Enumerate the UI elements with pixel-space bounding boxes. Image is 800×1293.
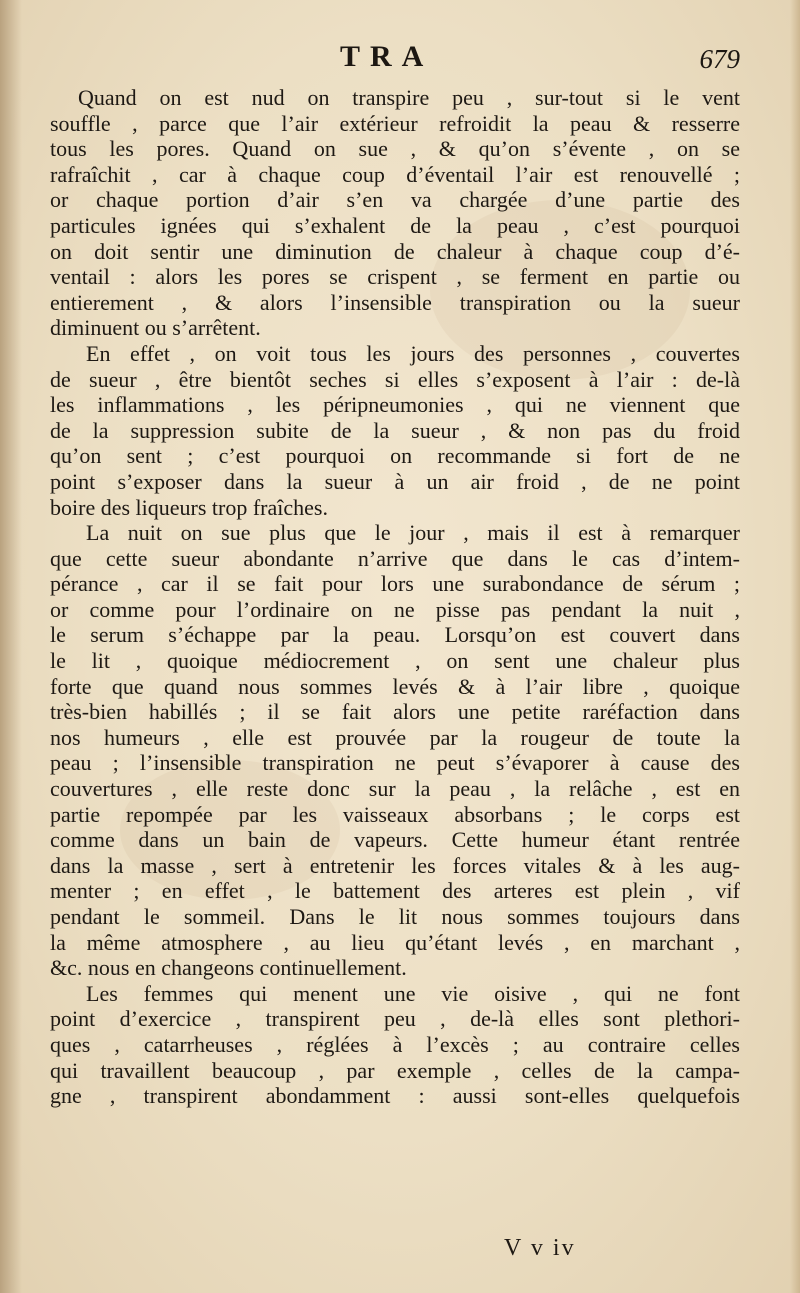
text-line: que cette sueur abondante n’arrive que dans le cas d’intem- xyxy=(50,545,740,571)
text-line: nos humeurs , elle est prouvée par la rougeur de toute la xyxy=(50,724,740,750)
text-line: rafraîchit , car à chaque coup d’éventail l’air est renouvellé ; xyxy=(50,161,740,187)
page-edge xyxy=(790,0,800,1293)
text-line: dans la masse , sert à entretenir les forces vitales & à les aug- xyxy=(50,852,740,878)
text-line: peau ; l’insensible transpiration ne peut s’évaporer à cause des xyxy=(50,750,740,776)
gutter-shadow xyxy=(0,0,22,1293)
text-line: diminuent ou s’arrêtent. xyxy=(50,315,261,341)
text-line: comme dans un bain de vapeurs. Cette humeur étant rentrée xyxy=(50,827,740,853)
text-line: or comme pour l’ordinaire on ne pisse pas pendant la nuit , xyxy=(50,596,740,622)
text-line: le serum s’échappe par la peau. Lorsqu’on est couvert dans xyxy=(50,622,740,648)
text-line: qui travaillent beaucoup , par exemple , celles de la campa- xyxy=(50,1057,740,1083)
text-line: En effet , on voit tous les jours des personnes , couvertes xyxy=(86,340,740,366)
text-line: point s’exposer dans la sueur à un air froid , de ne point xyxy=(50,468,740,494)
text-line: menter ; en effet , le battement des arteres est plein , vif xyxy=(50,878,740,904)
text-line: partie repompée par les vaisseaux absorbans ; le corps est xyxy=(50,801,740,827)
text-line: Les femmes qui menent une vie oisive , qui ne font xyxy=(86,980,740,1006)
text-line: particules ignées qui s’exhalent de la peau , c’est pourquoi xyxy=(50,212,740,238)
text-line: couvertures , elle reste donc sur la peau , la relâche , est en xyxy=(50,776,740,802)
text-line: forte que quand nous sommes levés & à l’air libre , quoique xyxy=(50,673,740,699)
text-line: la même atmosphere , au lieu qu’étant levés , en marchant , xyxy=(50,929,740,955)
text-line: pendant le sommeil. Dans le lit nous sommes toujours dans xyxy=(50,904,740,929)
page-header xyxy=(50,40,740,80)
text-line: le lit , quoique médiocrement , on sent une chaleur plus xyxy=(50,648,740,674)
text-line: or chaque portion d’air s’en va chargée d’une partie des xyxy=(50,187,740,213)
text-line: de sueur , être bientôt seches si elles s’exposent à l’air : de-là xyxy=(50,366,740,392)
signature-mark: V v iv xyxy=(504,1235,576,1261)
text-line: ques , catarrheuses , réglées à l’excès ; au contraire celles xyxy=(50,1031,740,1057)
body-text xyxy=(50,85,740,1109)
text-line: pérance , car il se fait pour lors une surabondance de sérum ; xyxy=(50,571,740,597)
running-title: TRA xyxy=(340,40,434,73)
text-line: les inflammations , les péripneumonies , qui ne viennent que xyxy=(50,392,740,418)
text-line: &c. nous en changeons continuellement. xyxy=(50,955,407,981)
page-number: 679 xyxy=(699,44,740,74)
text-line: Quand on est nud on transpire peu , sur-tout si le vent xyxy=(78,85,740,110)
text-line: très-bien habillés ; il se fait alors une petite raréfaction dans xyxy=(50,699,740,725)
text-line: tous les pores. Quand on sue , & qu’on s’évente , on se xyxy=(50,136,740,162)
text-line: de la suppression subite de la sueur , & non pas du froid xyxy=(50,417,740,443)
text-line: ventail : alors les pores se crispent , se ferment en partie ou xyxy=(50,264,740,290)
text-line: gne , transpirent abondamment : aussi sont-elles quelquefois xyxy=(50,1083,740,1109)
text-line: on doit sentir une diminution de chaleur à chaque coup d’é- xyxy=(50,238,740,264)
text-line: entierement , & alors l’insensible transpiration ou la sueur xyxy=(50,289,740,315)
text-line: La nuit on sue plus que le jour , mais il est à remarquer xyxy=(86,520,740,546)
text-line: boire des liqueurs trop fraîches. xyxy=(50,494,328,520)
text-line: qu’on sent ; c’est pourquoi on recommande si fort de ne xyxy=(50,443,740,469)
text-line: point d’exercice , transpirent peu , de-là elles sont plethori- xyxy=(50,1006,740,1032)
text-line: souffle , parce que l’air extérieur refroidit la peau & resserre xyxy=(50,110,740,136)
